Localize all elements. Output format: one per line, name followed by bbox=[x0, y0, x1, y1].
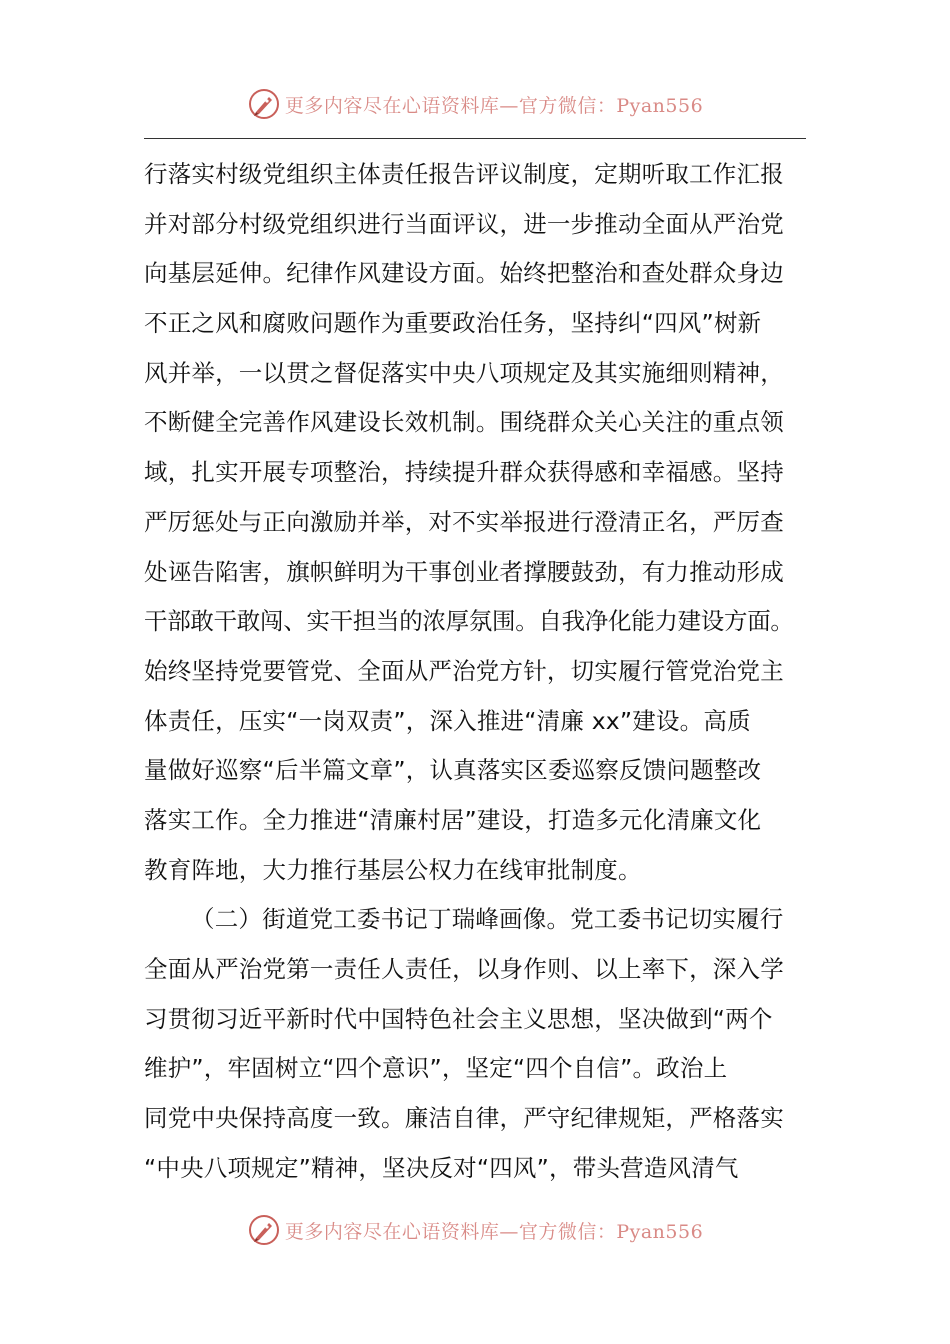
section-heading-line: （二）街道党工委书记丁瑞峰画像。党工委书记切实履行 bbox=[191, 905, 784, 934]
body-line: 干部敢干敢闯、实干担当的浓厚氛围。自我净化能力建设方面。 bbox=[144, 607, 794, 636]
body-line: 教育阵地，大力推行基层公权力在线审批制度。 bbox=[144, 855, 642, 884]
header-watermark-banner bbox=[0, 84, 950, 124]
body-line: 维护”，牢固树立“四个意识”，坚定“四个自信”。政治上 bbox=[144, 1054, 728, 1083]
body-line: 严厉惩处与正向激励并举，对不实举报进行澄清正名，严厉查 bbox=[144, 507, 784, 536]
body-line: 风并举，一以贯之督促落实中央八项规定及其实施细则精神， bbox=[144, 358, 784, 387]
body-line: 不正之风和腐败问题作为重要政治任务，坚持纠“四风”树新 bbox=[144, 309, 762, 338]
body-line: 量做好巡察“后半篇文章”，认真落实区委巡察反馈问题整改 bbox=[144, 756, 762, 785]
header-divider bbox=[144, 138, 806, 139]
body-line: 体责任，压实“一岗双责”，深入推进“清廉 xx”建设。高质 bbox=[144, 706, 751, 735]
body-line: 全面从严治党第一责任人责任，以身作则、以上率下，深入学 bbox=[144, 955, 784, 983]
body-line: 始终坚持党要管党、全面从严治党方针，切实履行管党治党主 bbox=[144, 656, 784, 685]
body-line: 不断健全完善作风建设长效机制。围绕群众关心关注的重点领 bbox=[144, 408, 784, 437]
pen-nib-icon bbox=[247, 87, 281, 121]
footer-watermark-banner bbox=[0, 1210, 950, 1250]
body-line: 行落实村级党组织主体责任报告评议制度，定期听取工作汇报 bbox=[144, 160, 784, 188]
body-line: 处诬告陷害，旗帜鲜明为干事创业者撑腰鼓劲，有力推动形成 bbox=[144, 557, 784, 586]
header-watermark-text: 更多内容尽在心语资料库—官方微信：Pyan556 bbox=[284, 94, 704, 117]
body-line: 落实工作。全力推进“清廉村居”建设，打造多元化清廉文化 bbox=[144, 805, 762, 834]
body-line: 并对部分村级党组织进行当面评议，进一步推动全面从严治党 bbox=[144, 209, 784, 238]
body-line: 域，扎实开展专项整治，持续提升群众获得感和幸福感。坚持 bbox=[144, 458, 784, 487]
body-line: 同党中央保持高度一致。廉洁自律，严守纪律规矩，严格落实 bbox=[144, 1104, 784, 1133]
pen-nib-icon bbox=[247, 1213, 281, 1247]
body-line: “中央八项规定”精神，坚决反对“四风”，带头营造风清气 bbox=[144, 1153, 739, 1182]
footer-watermark-text: 更多内容尽在心语资料库—官方微信：Pyan556 bbox=[284, 1220, 704, 1243]
document-body bbox=[144, 150, 806, 1193]
body-line: 习贯彻习近平新时代中国特色社会主义思想，坚决做到“两个 bbox=[144, 1004, 773, 1033]
body-line: 向基层延伸。纪律作风建设方面。始终把整治和查处群众身边 bbox=[144, 259, 784, 288]
